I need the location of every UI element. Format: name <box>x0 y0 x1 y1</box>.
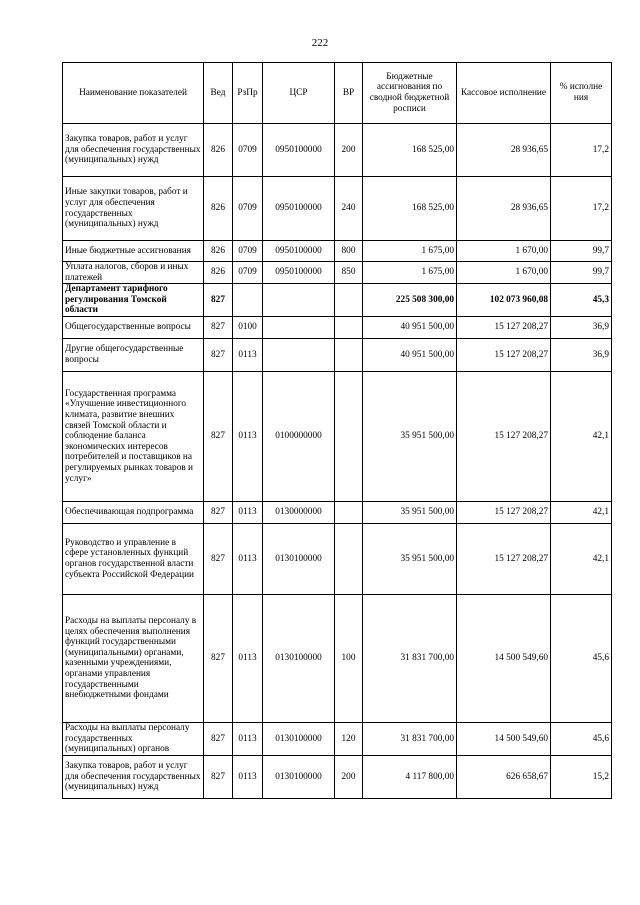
table-row <box>63 177 612 241</box>
cell-ved: 827 <box>204 755 233 798</box>
cell-percent: 99,7 <box>551 241 612 262</box>
cell-vr: 800 <box>335 241 363 262</box>
header-rzpr: РзПр <box>233 63 263 124</box>
cell-percent: 15,2 <box>551 755 612 798</box>
cell-vr <box>335 338 363 371</box>
cell-vr <box>335 371 363 501</box>
cell-name: Иные бюджетные ассигнования <box>63 241 204 262</box>
cell-ved: 827 <box>204 594 233 722</box>
cell-budget: 31 831 700,00 <box>363 722 457 755</box>
cell-csr: 0130100000 <box>263 523 335 594</box>
table-row <box>63 594 612 722</box>
cell-rzpr: 0113 <box>233 722 263 755</box>
cell-rzpr: 0113 <box>233 371 263 501</box>
cell-budget: 4 117 800,00 <box>363 755 457 798</box>
cell-percent: 99,7 <box>551 262 612 284</box>
cell-cash: 14 500 549,60 <box>457 594 551 722</box>
cell-name: Уплата налогов, сборов и иных платежей <box>63 262 204 284</box>
cell-vr: 200 <box>335 124 363 177</box>
cell-ved: 827 <box>204 316 233 338</box>
cell-name: Другие общегосударственные вопросы <box>63 338 204 371</box>
cell-vr: 200 <box>335 755 363 798</box>
table-row <box>63 241 612 262</box>
cell-csr: 0130100000 <box>263 755 335 798</box>
cell-percent: 36,9 <box>551 316 612 338</box>
header-budget: Бюджетные ассигнования по сводной бюджетной росписи <box>363 63 457 124</box>
cell-name: Закупка товаров, работ и услуг для обеспечения государственных (муниципальных) нужд <box>63 755 204 798</box>
cell-budget: 168 525,00 <box>363 177 457 241</box>
cell-budget: 40 951 500,00 <box>363 316 457 338</box>
cell-cash: 28 936,65 <box>457 177 551 241</box>
table-row <box>63 262 612 284</box>
cell-name: Общегосударственные вопросы <box>63 316 204 338</box>
cell-vr: 850 <box>335 262 363 284</box>
cell-ved: 827 <box>204 338 233 371</box>
header-row <box>63 63 612 124</box>
cell-ved: 826 <box>204 262 233 284</box>
cell-csr: 0130000000 <box>263 501 335 523</box>
cell-budget: 31 831 700,00 <box>363 594 457 722</box>
header-name: Наименование показателей <box>63 63 204 124</box>
table-row <box>63 722 612 755</box>
cell-percent: 17,2 <box>551 124 612 177</box>
cell-name: Расходы на выплаты персоналу государственных (муниципальных) органов <box>63 722 204 755</box>
table-row <box>63 501 612 523</box>
cell-rzpr: 0709 <box>233 262 263 284</box>
cell-rzpr: 0113 <box>233 501 263 523</box>
cell-csr <box>263 316 335 338</box>
table-row <box>63 338 612 371</box>
cell-budget: 40 951 500,00 <box>363 338 457 371</box>
cell-ved: 827 <box>204 523 233 594</box>
cell-csr: 0100000000 <box>263 371 335 501</box>
cell-rzpr: 0709 <box>233 177 263 241</box>
cell-percent: 45,6 <box>551 594 612 722</box>
cell-vr: 120 <box>335 722 363 755</box>
cell-percent: 42,1 <box>551 523 612 594</box>
header-csr: ЦСР <box>263 63 335 124</box>
cell-csr: 0950100000 <box>263 177 335 241</box>
cell-rzpr: 0100 <box>233 316 263 338</box>
cell-vr: 240 <box>335 177 363 241</box>
cell-ved: 826 <box>204 241 233 262</box>
cell-ved: 827 <box>204 371 233 501</box>
cell-rzpr <box>233 284 263 317</box>
cell-budget: 35 951 500,00 <box>363 523 457 594</box>
cell-rzpr: 0709 <box>233 124 263 177</box>
cell-percent: 45,6 <box>551 722 612 755</box>
cell-name: Государственная программа «Улучшение инвестиционного климата, развитие внешних связей Томской области и соблюдение баланса экономических интересов потребителей и поставщиков на регулируемых рынках товаров и услуг» <box>63 371 204 501</box>
cell-cash: 14 500 549,60 <box>457 722 551 755</box>
budget-execution-table <box>62 62 612 799</box>
cell-vr: 100 <box>335 594 363 722</box>
cell-percent: 45,3 <box>551 284 612 317</box>
cell-name: Руководство и управление в сфере установленных функций органов государственной власти субъекта Российской Федерации <box>63 523 204 594</box>
cell-csr: 0950100000 <box>263 241 335 262</box>
cell-budget: 35 951 500,00 <box>363 501 457 523</box>
cell-rzpr: 0113 <box>233 523 263 594</box>
cell-name: Иные закупки товаров, работ и услуг для обеспечения государственных (муниципальных) нужд <box>63 177 204 241</box>
cell-cash: 15 127 208,27 <box>457 371 551 501</box>
header-vr: ВР <box>335 63 363 124</box>
cell-ved: 827 <box>204 722 233 755</box>
table-row <box>63 755 612 798</box>
cell-budget: 35 951 500,00 <box>363 371 457 501</box>
cell-cash: 1 670,00 <box>457 241 551 262</box>
cell-csr <box>263 284 335 317</box>
cell-cash: 102 073 960,08 <box>457 284 551 317</box>
cell-name: Обеспечивающая подпрограмма <box>63 501 204 523</box>
cell-percent: 17,2 <box>551 177 612 241</box>
cell-budget: 168 525,00 <box>363 124 457 177</box>
cell-ved: 826 <box>204 124 233 177</box>
cell-cash: 1 670,00 <box>457 262 551 284</box>
table-row <box>63 371 612 501</box>
cell-cash: 626 658,67 <box>457 755 551 798</box>
cell-rzpr: 0709 <box>233 241 263 262</box>
cell-name: Закупка товаров, работ и услуг для обеспечения государственных (муниципальных) нужд <box>63 124 204 177</box>
cell-vr <box>335 523 363 594</box>
page-number: 222 <box>311 37 329 49</box>
cell-vr <box>335 501 363 523</box>
cell-ved: 827 <box>204 284 233 317</box>
cell-csr: 0130100000 <box>263 594 335 722</box>
table-row <box>63 284 612 317</box>
cell-name: Департамент тарифного регулирования Томской области <box>63 284 204 317</box>
cell-vr <box>335 316 363 338</box>
cell-csr <box>263 338 335 371</box>
cell-budget: 1 675,00 <box>363 241 457 262</box>
header-percent: % исполне ния <box>551 63 612 124</box>
cell-ved: 826 <box>204 177 233 241</box>
table-row <box>63 124 612 177</box>
cell-csr: 0950100000 <box>263 124 335 177</box>
header-ved: Вед <box>204 63 233 124</box>
cell-vr <box>335 284 363 317</box>
cell-budget: 1 675,00 <box>363 262 457 284</box>
cell-name: Расходы на выплаты персоналу в целях обеспечения выполнения функций государственными (муниципальными) органами, казенными учреждениями, органами управления государственными внебюджетными фондами <box>63 594 204 722</box>
cell-percent: 42,1 <box>551 501 612 523</box>
cell-rzpr: 0113 <box>233 755 263 798</box>
header-cash: Кассовое исполнение <box>457 63 551 124</box>
cell-cash: 15 127 208,27 <box>457 338 551 371</box>
cell-rzpr: 0113 <box>233 338 263 371</box>
cell-csr: 0130100000 <box>263 722 335 755</box>
cell-percent: 36,9 <box>551 338 612 371</box>
cell-cash: 28 936,65 <box>457 124 551 177</box>
cell-rzpr: 0113 <box>233 594 263 722</box>
cell-cash: 15 127 208,27 <box>457 523 551 594</box>
cell-cash: 15 127 208,27 <box>457 501 551 523</box>
cell-budget: 225 508 300,00 <box>363 284 457 317</box>
cell-percent: 42,1 <box>551 371 612 501</box>
cell-csr: 0950100000 <box>263 262 335 284</box>
table-row <box>63 523 612 594</box>
cell-cash: 15 127 208,27 <box>457 316 551 338</box>
table-row <box>63 316 612 338</box>
cell-ved: 827 <box>204 501 233 523</box>
